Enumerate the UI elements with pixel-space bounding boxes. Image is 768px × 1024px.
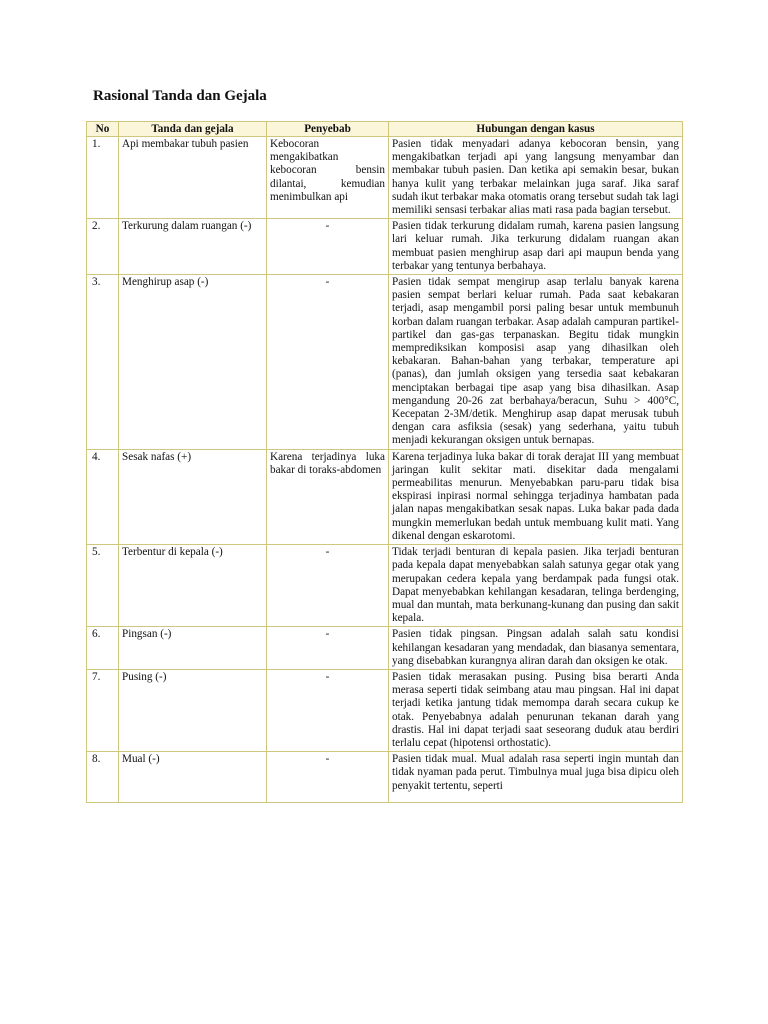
header-sign: Tanda dan gejala xyxy=(119,122,267,137)
row-relation: Pasien tidak merasakan pusing. Pusing bisa berarti Anda merasa seperti tidak seimbang atau mau pingsan. Hal ini dapat terjadi ketika jantung tidak memompa darah secara cukup ke otak. Penyebabnya adalah penurunan tekanan darah yang drastis. Hal ini dapat terjadi saat seseorang duduk atau berdiri terlalu cepat (hipotensi orthostatic). xyxy=(389,669,683,751)
row-cause: Kebocoran mengakibatkan kebocoran bensin dilantai, kemudian menimbulkan api xyxy=(267,137,389,219)
row-cause: - xyxy=(267,627,389,670)
row-cause: - xyxy=(267,219,389,275)
row-number: 6. xyxy=(87,627,119,670)
row-number: 4. xyxy=(87,449,119,544)
row-cause: - xyxy=(267,669,389,751)
row-sign: Sesak nafas (+) xyxy=(119,449,267,544)
row-number: 3. xyxy=(87,275,119,450)
table-row xyxy=(87,545,683,627)
row-relation xyxy=(389,752,683,803)
table-header-row xyxy=(87,122,683,137)
row-number: 1. xyxy=(87,137,119,219)
row-cause: - xyxy=(267,752,389,803)
document-title: Rasional Tanda dan Gejala xyxy=(93,88,267,104)
table-row xyxy=(87,137,683,219)
row-sign: Menghirup asap (-) xyxy=(119,275,267,450)
row-cause: - xyxy=(267,545,389,627)
row-cause: Karena terjadinya luka bakar di toraks-abdomen xyxy=(267,449,389,544)
table-row xyxy=(87,752,683,803)
row-number: 8. xyxy=(87,752,119,803)
table-row xyxy=(87,627,683,670)
symptom-table xyxy=(86,121,683,803)
table-row xyxy=(87,669,683,751)
row-relation: Pasien tidak sempat mengirup asap terlalu banyak karena pasien sempat berlari keluar rumah. Pada saat kebakaran terjadi, asap mengambil porsi paling besar untuk membunuh korban dalam ruangan terbakar. Asap adalah campuran partikel-partikel dan gas-gas terpanaskan. Begitu tidak mungkin memprediksikan komposisi asap yang dihasilkan oleh kebakaran. Bahan-bahan yang terbakar, temperature api (panas), dan jumlah oksigen yang tersedia saat kebakaran menciptakan berbagai tipe asap yang bisa dihasilkan. Asap mengandung 20-26 zat berbahaya/beracun, Suhu > 400°C, Kecepatan 2-3M/detik. Menghirup asap dapat merusak tubuh dengan cara asfiksia (sesak) yang sederhana, yaitu tubuh menjadi kekurangan oksigen untuk bernapas. xyxy=(389,275,683,450)
header-cause: Penyebab xyxy=(267,122,389,137)
table-row xyxy=(87,449,683,544)
row-relation: Tidak terjadi benturan di kepala pasien. Jika terjadi benturan pada kepala dapat menyebabkan salah satunya gegar otak yang merupakan cedera kepala yang berdampak pada fungsi otak. Dapat menyebabkan kehilangan kesadaran, telinga berdenging, mual dan muntah, mata berkunang-kunang dan pusing dan sakit kepala. xyxy=(389,545,683,627)
row-relation: Pasien tidak pingsan. Pingsan adalah salah satu kondisi kehilangan kesadaran yang mendadak, dan biasanya sementara, yang disebabkan kurangnya aliran darah dan oksigen ke otak. xyxy=(389,627,683,670)
row-sign: Api membakar tubuh pasien xyxy=(119,137,267,219)
row-sign: Terkurung dalam ruangan (-) xyxy=(119,219,267,275)
header-relation: Hubungan dengan kasus xyxy=(389,122,683,137)
row-sign: Pusing (-) xyxy=(119,669,267,751)
table-row xyxy=(87,275,683,450)
header-no: No xyxy=(87,122,119,137)
row-relation-text: Pasien tidak mual. Mual adalah rasa seperti ingin muntah dan tidak nyaman pada perut. Timbulnya mual juga bisa dipicu oleh penyakit tertentu, seperti xyxy=(392,753,679,792)
table-row xyxy=(87,219,683,275)
row-sign: Mual (-) xyxy=(119,752,267,803)
row-relation: Pasien tidak menyadari adanya kebocoran bensin, yang mengakibatkan terjadi api yang langsung menyambar dan membakar tubuh pasien. Dan ketika api semakin besar, bukan hanya kulit yang terbakar melainkan juga saraf. Jika saraf sudah ikut terbakar maka otomatis orang tersebut sudah tak lagi memiliki sensasi terbakar alias mati rasa pada bagian tersebut. xyxy=(389,137,683,219)
row-number: 5. xyxy=(87,545,119,627)
row-relation: Pasien tidak terkurung didalam rumah, karena pasien langsung lari keluar rumah. Jika terkurung didalam ruangan akan membuat pasien menghirup asap dari api maupun benda yang terbakar yang tentunya berbahaya. xyxy=(389,219,683,275)
row-relation: Karena terjadinya luka bakar di torak derajat III yang membuat jaringan kulit sekitar mati. disekitar dada mengalami permeabilitas menurun. Menyebabkan paru-paru tidak bisa ekspirasi inpirasi normal sehingga terjadinya hambatan pada jalan napas mengakibatkan sesak napas. Luka bakar pada dada mungkin memerlukan bedah untuk membuang kulit mati. Yang dikenal dengan eskarotomi. xyxy=(389,449,683,544)
row-cause: - xyxy=(267,275,389,450)
row-number: 7. xyxy=(87,669,119,751)
row-number: 2. xyxy=(87,219,119,275)
row-sign: Terbentur di kepala (-) xyxy=(119,545,267,627)
row-sign: Pingsan (-) xyxy=(119,627,267,670)
